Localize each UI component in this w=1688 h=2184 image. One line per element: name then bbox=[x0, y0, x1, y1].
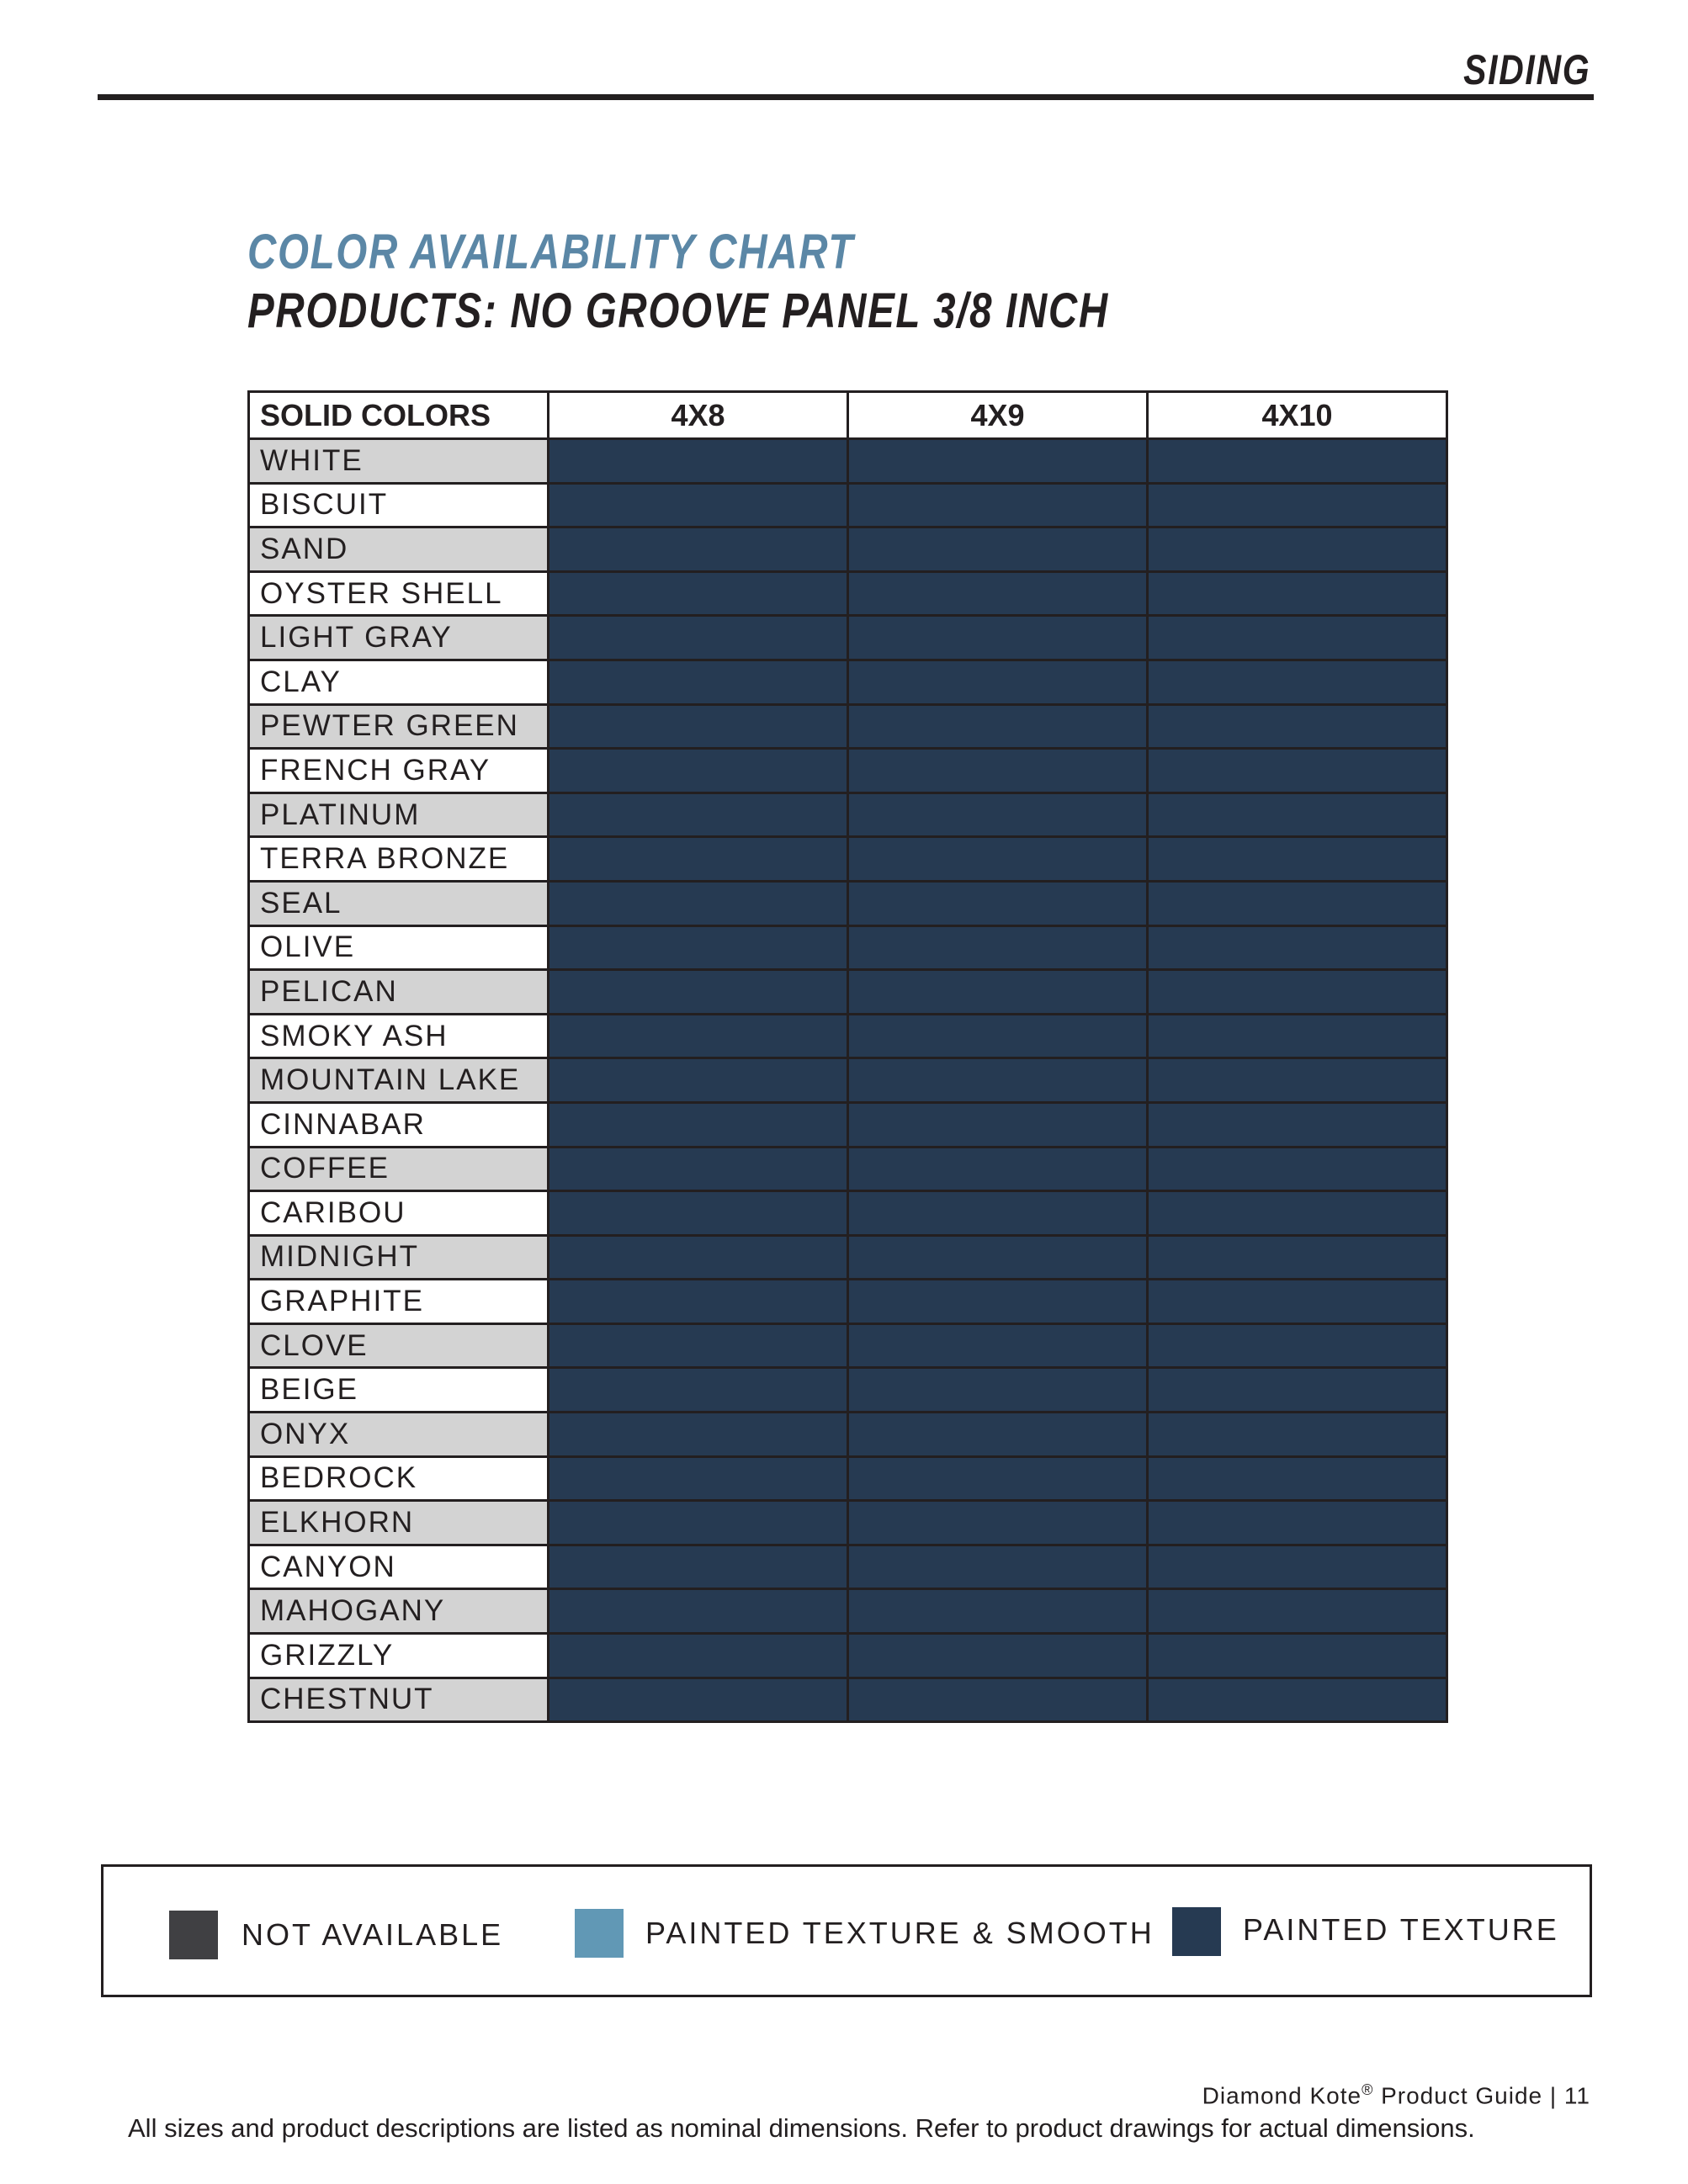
color-name-cell: PEWTER GREEN bbox=[249, 704, 549, 749]
availability-cell bbox=[1148, 1102, 1447, 1147]
availability-cell bbox=[549, 1545, 848, 1589]
color-name-cell: CANYON bbox=[249, 1545, 549, 1589]
table-row bbox=[249, 1501, 1447, 1545]
color-availability-table bbox=[247, 390, 1448, 1723]
availability-cell bbox=[1148, 925, 1447, 970]
table-row bbox=[249, 1102, 1447, 1147]
availability-cell bbox=[848, 1191, 1148, 1236]
color-name-cell: GRAPHITE bbox=[249, 1280, 549, 1324]
table-row bbox=[249, 925, 1447, 970]
availability-cell bbox=[1148, 660, 1447, 704]
availability-cell bbox=[1148, 1545, 1447, 1589]
availability-cell bbox=[848, 1634, 1148, 1678]
availability-cell bbox=[848, 660, 1148, 704]
table-row bbox=[249, 881, 1447, 925]
availability-cell bbox=[1148, 1501, 1447, 1545]
legend-label-not-available: NOT AVAILABLE bbox=[242, 1917, 504, 1952]
table-row bbox=[249, 1014, 1447, 1058]
availability-cell bbox=[549, 660, 848, 704]
color-name-cell: COFFEE bbox=[249, 1147, 549, 1191]
footer-guide bbox=[1202, 2081, 1590, 2109]
availability-cell bbox=[549, 571, 848, 616]
availability-cell bbox=[1148, 1191, 1447, 1236]
availability-cell bbox=[549, 749, 848, 793]
availability-cell bbox=[1148, 616, 1447, 660]
table-row bbox=[249, 749, 1447, 793]
availability-cell bbox=[1148, 970, 1447, 1015]
availability-cell bbox=[549, 483, 848, 527]
table-row bbox=[249, 1191, 1447, 1236]
footer-page: Product Guide | 11 bbox=[1373, 2082, 1590, 2109]
availability-cell bbox=[848, 1102, 1148, 1147]
color-name-cell: LIGHT GRAY bbox=[249, 616, 549, 660]
availability-cell bbox=[848, 704, 1148, 749]
availability-cell bbox=[1148, 1368, 1447, 1413]
chart-subtitle: PRODUCTS: NO GROOVE PANEL 3/8 INCH bbox=[247, 284, 1109, 338]
availability-cell bbox=[848, 1589, 1148, 1634]
availability-cell bbox=[1148, 1456, 1447, 1501]
table-row bbox=[249, 1413, 1447, 1457]
availability-cell bbox=[549, 1678, 848, 1722]
legend-swatch-painted-texture bbox=[1172, 1907, 1221, 1956]
availability-cell bbox=[549, 881, 848, 925]
table-row bbox=[249, 704, 1447, 749]
availability-cell bbox=[1148, 1413, 1447, 1457]
chart-title: COLOR AVAILABILITY CHART bbox=[247, 225, 855, 279]
table-row bbox=[249, 1280, 1447, 1324]
availability-cell bbox=[549, 1191, 848, 1236]
availability-cell bbox=[848, 837, 1148, 882]
availability-cell bbox=[549, 1102, 848, 1147]
availability-cell bbox=[848, 970, 1148, 1015]
availability-cell bbox=[1148, 1280, 1447, 1324]
availability-cell bbox=[549, 1323, 848, 1368]
availability-cell bbox=[848, 1147, 1148, 1191]
availability-cell bbox=[549, 527, 848, 572]
table-row bbox=[249, 1589, 1447, 1634]
availability-cell bbox=[549, 1413, 848, 1457]
table-row bbox=[249, 1456, 1447, 1501]
availability-cell bbox=[549, 792, 848, 837]
color-name-cell: BEDROCK bbox=[249, 1456, 549, 1501]
table-row bbox=[249, 483, 1447, 527]
header-rule bbox=[98, 94, 1594, 100]
availability-cell bbox=[549, 1014, 848, 1058]
availability-cell bbox=[1148, 792, 1447, 837]
color-name-cell: MOUNTAIN LAKE bbox=[249, 1058, 549, 1103]
availability-cell bbox=[848, 439, 1148, 484]
table-row bbox=[249, 1368, 1447, 1413]
availability-cell bbox=[1148, 1235, 1447, 1280]
availability-cell bbox=[848, 483, 1148, 527]
availability-cell bbox=[848, 881, 1148, 925]
color-name-cell: CINNABAR bbox=[249, 1102, 549, 1147]
color-name-cell: WHITE bbox=[249, 439, 549, 484]
availability-cell bbox=[848, 749, 1148, 793]
color-name-cell: ELKHORN bbox=[249, 1501, 549, 1545]
availability-cell bbox=[549, 1280, 848, 1324]
availability-cell bbox=[549, 1634, 848, 1678]
table-row bbox=[249, 527, 1447, 572]
color-name-cell: SMOKY ASH bbox=[249, 1014, 549, 1058]
table-row bbox=[249, 1323, 1447, 1368]
column-header-4x10: 4X10 bbox=[1148, 392, 1447, 439]
availability-cell bbox=[848, 792, 1148, 837]
table-row bbox=[249, 1678, 1447, 1722]
availability-cell bbox=[549, 1235, 848, 1280]
availability-cell bbox=[549, 970, 848, 1015]
table-row bbox=[249, 439, 1447, 484]
registered-mark: ® bbox=[1362, 2081, 1374, 2098]
color-name-cell: SAND bbox=[249, 527, 549, 572]
availability-cell bbox=[848, 1501, 1148, 1545]
availability-cell bbox=[549, 925, 848, 970]
availability-cell bbox=[1148, 1323, 1447, 1368]
table-row bbox=[249, 1235, 1447, 1280]
color-name-cell: CHESTNUT bbox=[249, 1678, 549, 1722]
column-header-4x8: 4X8 bbox=[549, 392, 848, 439]
availability-cell bbox=[848, 1235, 1148, 1280]
color-name-cell: OYSTER SHELL bbox=[249, 571, 549, 616]
column-header-4x9: 4X9 bbox=[848, 392, 1148, 439]
legend-swatch-not-available bbox=[169, 1911, 218, 1959]
table-row bbox=[249, 837, 1447, 882]
availability-cell bbox=[848, 1456, 1148, 1501]
color-name-cell: BEIGE bbox=[249, 1368, 549, 1413]
color-name-cell: PELICAN bbox=[249, 970, 549, 1015]
availability-cell bbox=[848, 1368, 1148, 1413]
availability-cell bbox=[1148, 571, 1447, 616]
legend-swatch-painted-texture-smooth bbox=[575, 1909, 624, 1958]
color-name-cell: BISCUIT bbox=[249, 483, 549, 527]
availability-cell bbox=[1148, 749, 1447, 793]
availability-cell bbox=[1148, 483, 1447, 527]
table-row bbox=[249, 616, 1447, 660]
color-name-cell: MAHOGANY bbox=[249, 1589, 549, 1634]
table-row bbox=[249, 1634, 1447, 1678]
legend bbox=[101, 1864, 1592, 1997]
availability-cell bbox=[1148, 1058, 1447, 1103]
table-row bbox=[249, 970, 1447, 1015]
color-name-cell: ONYX bbox=[249, 1413, 549, 1457]
availability-cell bbox=[549, 1368, 848, 1413]
availability-cell bbox=[848, 616, 1148, 660]
availability-cell bbox=[848, 527, 1148, 572]
availability-cell bbox=[1148, 1589, 1447, 1634]
availability-cell bbox=[848, 925, 1148, 970]
table-row bbox=[249, 660, 1447, 704]
table-row bbox=[249, 1058, 1447, 1103]
availability-cell bbox=[848, 1280, 1148, 1324]
availability-cell bbox=[1148, 439, 1447, 484]
availability-cell bbox=[848, 1678, 1148, 1722]
availability-cell bbox=[848, 1014, 1148, 1058]
availability-cell bbox=[848, 1545, 1148, 1589]
footer-brand: Diamond Kote bbox=[1202, 2082, 1362, 2109]
color-name-cell: GRIZZLY bbox=[249, 1634, 549, 1678]
color-name-cell: CARIBOU bbox=[249, 1191, 549, 1236]
availability-cell bbox=[848, 1323, 1148, 1368]
availability-cell bbox=[1148, 527, 1447, 572]
column-header-solid-colors: SOLID COLORS bbox=[249, 392, 549, 439]
color-name-cell: FRENCH GRAY bbox=[249, 749, 549, 793]
table-row bbox=[249, 1147, 1447, 1191]
availability-cell bbox=[549, 439, 848, 484]
availability-cell bbox=[549, 1147, 848, 1191]
footer-note: All sizes and product descriptions are listed as nominal dimensions. Refer to product drawings for actual dimensions. bbox=[128, 2113, 1475, 2143]
legend-label-painted-texture-smooth: PAINTED TEXTURE & SMOOTH bbox=[645, 1916, 1155, 1950]
availability-cell bbox=[1148, 1634, 1447, 1678]
availability-cell bbox=[549, 616, 848, 660]
availability-cell bbox=[549, 1589, 848, 1634]
availability-cell bbox=[1148, 1014, 1447, 1058]
availability-cell bbox=[1148, 704, 1447, 749]
color-name-cell: OLIVE bbox=[249, 925, 549, 970]
table-header-row bbox=[249, 392, 1447, 439]
table-row bbox=[249, 571, 1447, 616]
color-name-cell: CLAY bbox=[249, 660, 549, 704]
color-name-cell: PLATINUM bbox=[249, 792, 549, 837]
availability-cell bbox=[1148, 837, 1447, 882]
availability-cell bbox=[848, 1058, 1148, 1103]
color-name-cell: SEAL bbox=[249, 881, 549, 925]
color-name-cell: TERRA BRONZE bbox=[249, 837, 549, 882]
availability-cell bbox=[549, 837, 848, 882]
availability-cell bbox=[1148, 1147, 1447, 1191]
availability-cell bbox=[1148, 881, 1447, 925]
availability-cell bbox=[549, 1058, 848, 1103]
availability-cell bbox=[848, 571, 1148, 616]
table-body bbox=[249, 439, 1447, 1722]
color-name-cell: MIDNIGHT bbox=[249, 1235, 549, 1280]
table-row bbox=[249, 1545, 1447, 1589]
section-title: SIDING bbox=[1462, 46, 1590, 93]
legend-label-painted-texture: PAINTED TEXTURE bbox=[1243, 1912, 1559, 1947]
availability-cell bbox=[549, 1456, 848, 1501]
table-row bbox=[249, 792, 1447, 837]
availability-cell bbox=[549, 704, 848, 749]
availability-cell bbox=[1148, 1678, 1447, 1722]
availability-cell bbox=[549, 1501, 848, 1545]
availability-cell bbox=[848, 1413, 1148, 1457]
color-name-cell: CLOVE bbox=[249, 1323, 549, 1368]
